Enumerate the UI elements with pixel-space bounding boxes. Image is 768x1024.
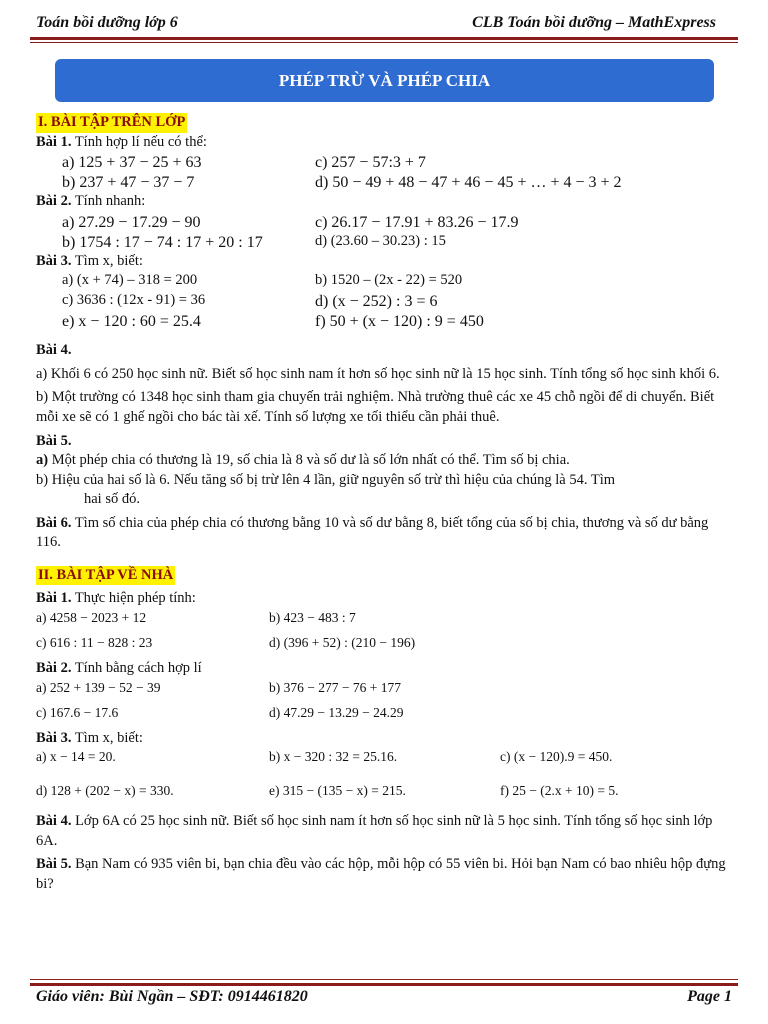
s2-bai1-c: c) 616 : 11 − 828 : 23 — [36, 635, 153, 650]
s2-bai4-text: Lớp 6A có 25 học sinh nữ. Biết số học sinh nam ít hơn số học sinh nữ là 5 học sinh. Tính tổng số học sinh lớp 6A. — [36, 813, 713, 849]
s1-bai5-a: Một phép chia có thương là 19, số chia là 8 và số dư là số lớn nhất có thể. Tìm số bị chia. — [51, 452, 570, 469]
s2-bai2-a: a) 252 + 139 − 52 − 39 — [36, 679, 161, 695]
s1-bai1-d: d) 50 − 49 + 48 − 47 + 46 − 45 + … + 4 − 3 + 2 — [315, 174, 622, 192]
s2-bai1-label: Bài 1. — [36, 590, 72, 607]
s1-bai3-c: c) 3636 : (12x - 91) = 36 — [62, 292, 206, 309]
s2-bai5-text: Bạn Nam có 935 viên bi, bạn chia đều vào các hộp, mỗi hộp có 55 viên bi. Hỏi bạn Nam có bao nhiêu hộp đựng bi? — [36, 856, 726, 892]
footer-rule — [30, 983, 738, 986]
s1-bai4-b: b) Một trường có 1348 học sinh tham gia chuyến trải nghiệm. Nhà trường thuê các xe 45 chỗ ngồi để di chuyển. Biết mỗi xe sẽ có 1 ghế ngồi cho bác tài xế. Tính số lượng xe tối thiểu cần phải thuê. — [36, 389, 715, 425]
page-number: Page 1 — [687, 988, 732, 1005]
s1-bai5-a-label: a) — [36, 452, 49, 469]
s1-bai3-a: a) (x + 74) – 318 = 200 — [62, 272, 198, 289]
s1-bai2-b: b) 1754 : 17 − 74 : 17 + 20 : 17 — [62, 233, 263, 251]
s2-bai1-a: a) 4258 − 2023 + 12 — [36, 610, 147, 625]
s1-bai4-label: Bài 4. — [36, 342, 72, 359]
s2-bai4-label: Bài 4. — [36, 813, 72, 830]
s2-bai3-label: Bài 3. — [36, 729, 72, 746]
s1-bai4-a: a) Khối 6 có 250 học sinh nữ. Biết số học sinh nam ít hơn số học sinh nữ là 15 học sinh. Tính tổng số học sinh khối 6. — [36, 365, 720, 382]
s2-bai2-c: c) 167.6 − 17.6 — [36, 704, 119, 720]
header-rule-thin — [30, 42, 738, 43]
header-left: Toán bồi dưỡng lớp 6 — [36, 14, 178, 31]
page-header — [36, 10, 716, 32]
s1-bai5-b2: hai số đó. — [84, 491, 140, 508]
s1-bai3-f: f) 50 + (x − 120) : 9 = 450 — [315, 313, 484, 331]
s2-bai3-f: f) 25 − (2.x + 10) = 5. — [500, 783, 619, 799]
s1-bai5-b: b) Hiệu của hai số là 6. Nếu tăng số bị trừ lên 4 lần, giữ nguyên số trừ thì hiệu của chúng là 54. Tìm — [36, 471, 616, 488]
s2-bai3-prompt: Tìm x, biết: — [74, 729, 143, 746]
footer-left: Giáo viên: Bùi Ngần – SĐT: 0914461820 — [36, 988, 308, 1005]
s2-bai3-d: d) 128 + (202 − x) = 330. — [36, 783, 174, 799]
s1-bai1-prompt: Tính hợp lí nếu có thể: — [74, 133, 207, 150]
s1-bai2-d: d) (23.60 – 30.23) : 15 — [315, 232, 446, 249]
s1-bai3-label: Bài 3. — [36, 252, 72, 269]
s2-bai3-a: a) x − 14 = 20. — [36, 749, 116, 765]
s2-bai3-c: c) (x − 120).9 = 450. — [500, 749, 613, 765]
s1-bai1-b: b) 237 + 47 − 37 − 7 — [62, 174, 195, 192]
s1-bai6-label: Bài 6. — [36, 514, 72, 531]
s1-bai3-b: b) 1520 – (2x - 22) = 520 — [315, 272, 463, 289]
section-heading-2: II. BÀI TẬP VỀ NHÀ — [36, 566, 175, 586]
content — [36, 110, 736, 894]
s1-bai1-a: a) 125 + 37 − 25 + 63 — [62, 154, 202, 172]
section-heading-1: I. BÀI TẬP TRÊN LỚP — [36, 113, 187, 133]
s2-bai2-b: b) 376 − 277 − 76 + 177 — [269, 679, 401, 695]
s2-bai2-label: Bài 2. — [36, 660, 72, 676]
s2-bai2-prompt: Tính bằng cách hợp lí — [74, 660, 202, 676]
s1-bai1-c: c) 257 − 57:3 + 7 — [315, 154, 426, 172]
s1-bai2-c: c) 26.17 − 17.91 + 83.26 − 17.9 — [315, 213, 519, 231]
header-rule — [30, 37, 738, 40]
s2-bai1-prompt: Thực hiện phép tính: — [74, 590, 196, 607]
s1-bai1-label: Bài 1. — [36, 133, 72, 150]
s2-bai2-d: d) 47.29 − 13.29 − 24.29 — [269, 704, 404, 720]
s1-bai5-label: Bài 5. — [36, 432, 72, 449]
title-banner: PHÉP TRỪ VÀ PHÉP CHIA — [55, 59, 714, 102]
s1-bai3-e: e) x − 120 : 60 = 25.4 — [62, 313, 201, 331]
s1-bai3-prompt: Tìm x, biết: — [74, 252, 143, 269]
footer-rule-thin — [30, 979, 738, 980]
s1-bai2-label: Bài 2. — [36, 193, 72, 210]
s1-bai2-a: a) 27.29 − 17.29 − 90 — [62, 213, 201, 231]
s1-bai6-text: Tìm số chia của phép chia có thương bằng 10 và số dư bằng 8, biết tổng của số bị chia, thương và số dư bằng 116. — [36, 514, 709, 551]
s2-bai1-d: d) (396 + 52) : (210 − 196) — [269, 635, 416, 650]
s2-bai3-e: e) 315 − (135 − x) = 215. — [269, 783, 406, 799]
header-right: CLB Toán bồi dưỡng – MathExpress — [472, 14, 716, 31]
s2-bai5-label: Bài 5. — [36, 856, 72, 873]
s2-bai1-b: b) 423 − 483 : 7 — [269, 610, 356, 625]
s1-bai2-prompt: Tính nhanh: — [74, 193, 146, 210]
s1-bai3-d: d) (x − 252) : 3 = 6 — [315, 293, 438, 311]
s2-bai3-b: b) x − 320 : 32 = 25.16. — [269, 749, 398, 765]
